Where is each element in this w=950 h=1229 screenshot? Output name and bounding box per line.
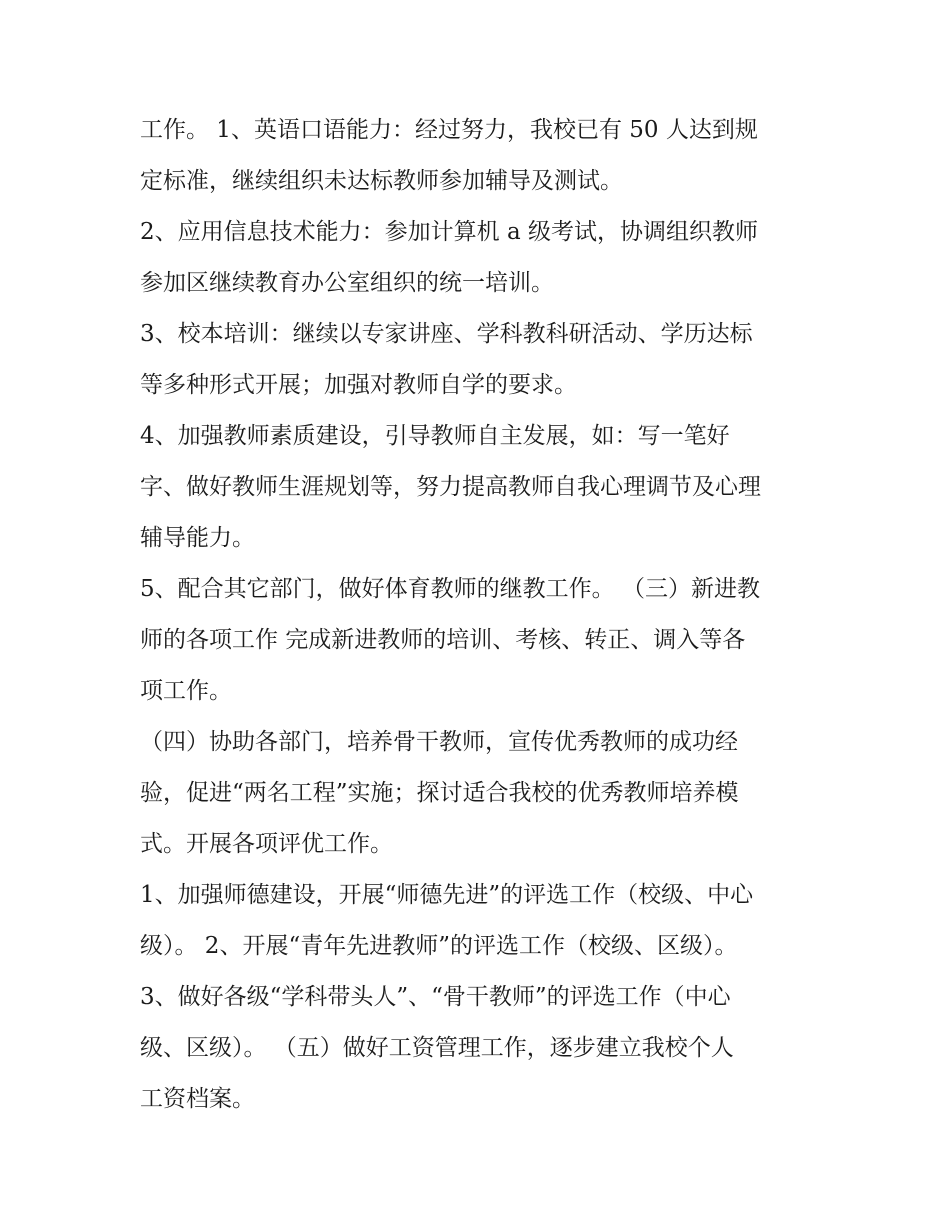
text-line-2: 定标准，继续组织未达标教师参加辅导及测试。	[140, 168, 623, 194]
text-line-4: 参加区继续教育办公室组织的统一培训。	[140, 270, 554, 296]
text-line-16: 1、加强师德建设，开展“师德先进”的评选工作（校级、中心	[140, 882, 754, 908]
text-line-20: 工资档案。	[140, 1086, 255, 1112]
text-line-19: 级、区级）。 （五）做好工资管理工作，逐步建立我校个人	[140, 1035, 734, 1061]
text-line-18: 3、做好各级“学科带头人”、“骨干教师”的评选工作（中心	[140, 984, 731, 1010]
text-line-12: 项工作。	[140, 678, 232, 704]
document-body	[140, 105, 820, 1125]
text-line-5: 3、校本培训：继续以专家讲座、学科教科研活动、学历达标	[140, 321, 753, 347]
text-line-9: 辅导能力。	[140, 525, 255, 551]
text-line-7: 4、加强教师素质建设，引导教师自主发展，如：写一笔好	[140, 423, 730, 449]
text-line-15: 式。开展各项评优工作。	[140, 831, 393, 857]
text-line-8: 字、做好教师生涯规划等，努力提高教师自我心理调节及心理	[140, 474, 761, 500]
text-line-17: 级）。 2、开展“青年先进教师”的评选工作（校级、区级）。	[140, 933, 738, 959]
text-line-13: （四）协助各部门，培养骨干教师，宣传优秀教师的成功经	[140, 729, 738, 755]
text-line-14: 验，促进“两名工程”实施；探讨适合我校的优秀教师培养模	[140, 780, 739, 806]
text-line-11: 师的各项工作 完成新进教师的培训、考核、转正、调入等各	[140, 627, 746, 653]
text-line-6: 等多种形式开展；加强对教师自学的要求。	[140, 372, 577, 398]
text-line-10: 5、配合其它部门，做好体育教师的继教工作。 （三）新进教	[140, 576, 760, 602]
text-line-3: 2、应用信息技术能力：参加计算机 a 级考试，协调组织教师	[140, 219, 758, 245]
text-line-1: 工作。 1、英语口语能力：经过努力，我校已有 50 人达到规	[140, 117, 758, 143]
